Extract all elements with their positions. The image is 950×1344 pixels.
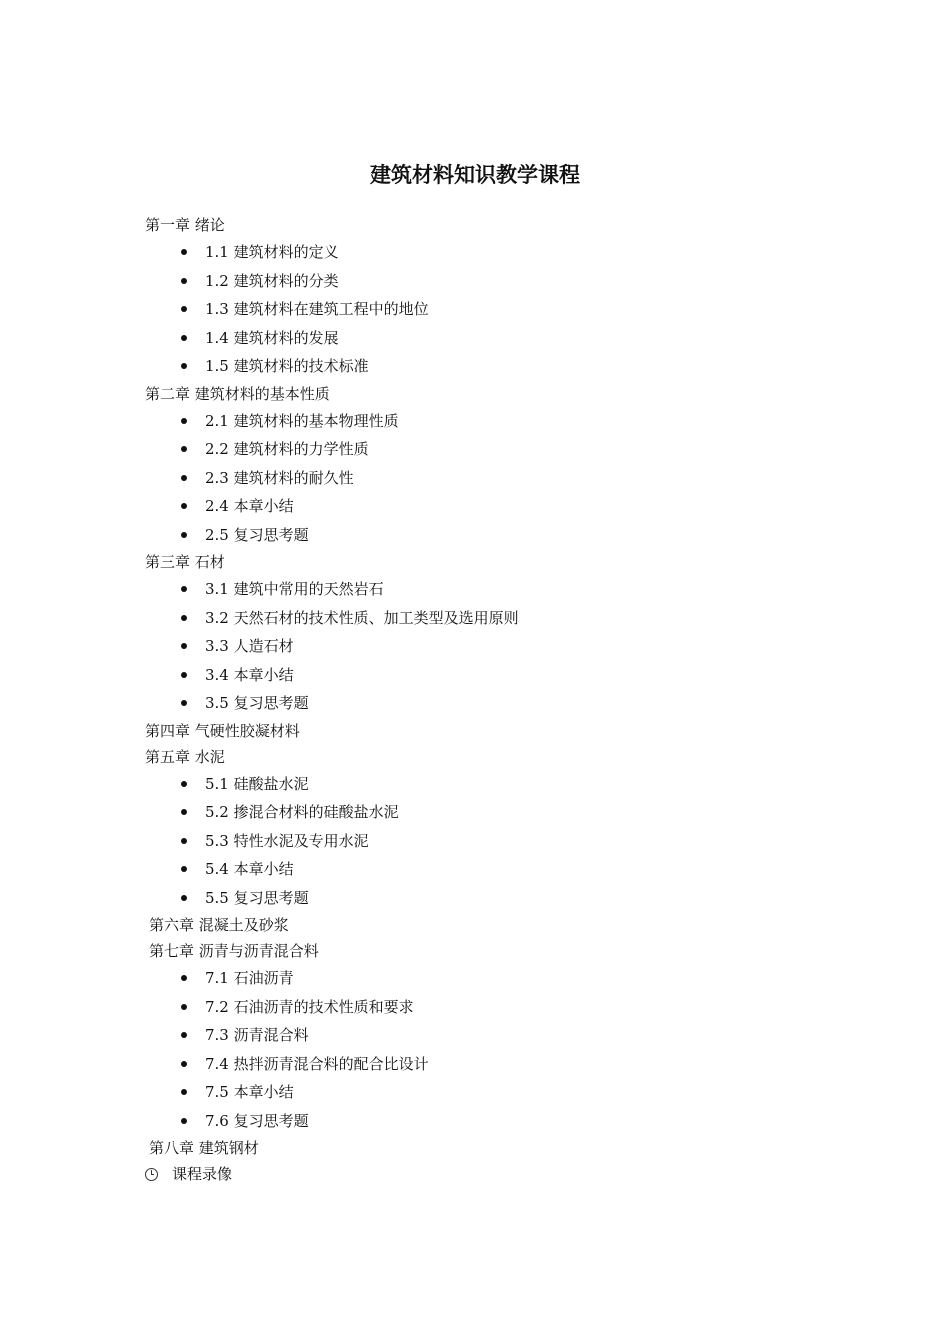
chapter-7-sections [145,964,845,1135]
section-item[interactable]: 7.5 本章小结 [145,1078,845,1107]
section-item[interactable]: 7.2 石油沥青的技术性质和要求 [145,993,845,1022]
bullet-icon [181,586,187,592]
bullet-icon [181,475,187,481]
chapter-7-heading[interactable]: 第七章 沥青与沥青混合料 [149,942,319,960]
chapter-5-heading[interactable]: 第五章 水泥 [145,747,225,766]
section-item[interactable]: 3.1 建筑中常用的天然岩石 [145,575,845,604]
section-item[interactable]: 2.5 复习思考题 [145,521,845,550]
bullet-icon [181,615,187,621]
chapter-8-heading[interactable]: 第八章 建筑钢材 [149,1139,259,1157]
bullet-icon [181,249,187,255]
bullet-icon [181,503,187,509]
section-item[interactable]: 1.2 建筑材料的分类 [145,267,845,296]
chapter-5-sections [145,770,845,913]
section-item[interactable]: 5.3 特性水泥及专用水泥 [145,827,845,856]
bullet-icon [181,643,187,649]
clock-icon [145,1168,158,1181]
section-item[interactable]: 2.2 建筑材料的力学性质 [145,435,845,464]
bullet-icon [181,363,187,369]
bullet-icon [181,446,187,452]
chapter-3-sections [145,575,845,718]
section-item[interactable]: 1.3 建筑材料在建筑工程中的地位 [145,295,845,324]
bullet-icon [181,335,187,341]
section-item[interactable]: 2.4 本章小结 [145,492,845,521]
section-item[interactable]: 7.1 石油沥青 [145,964,845,993]
bullet-icon [181,700,187,706]
section-item[interactable]: 1.4 建筑材料的发展 [145,324,845,353]
bullet-icon [181,1089,187,1095]
section-item[interactable]: 2.1 建筑材料的基本物理性质 [145,407,845,436]
section-item[interactable]: 5.5 复习思考题 [145,884,845,913]
section-item[interactable]: 5.2 掺混合材料的硅酸盐水泥 [145,798,845,827]
bullet-icon [181,1004,187,1010]
section-item[interactable]: 7.4 热拌沥青混合料的配合比设计 [145,1050,845,1079]
chapter-2-heading[interactable]: 第二章 建筑材料的基本性质 [145,384,330,403]
bullet-icon [181,278,187,284]
chapter-4-heading[interactable]: 第四章 气硬性胶凝材料 [145,721,300,740]
chapter-2-sections [145,407,845,550]
section-item[interactable]: 1.1 建筑材料的定义 [145,238,845,267]
section-item[interactable]: 3.4 本章小结 [145,661,845,690]
section-item[interactable]: 7.6 复习思考题 [145,1107,845,1136]
chapter-6-heading[interactable]: 第六章 混凝土及砂浆 [149,916,289,934]
section-item[interactable]: 1.5 建筑材料的技术标准 [145,352,845,381]
document-title: 建筑材料知识教学课程 [370,163,580,187]
bullet-icon [181,306,187,312]
table-of-contents [145,212,845,1187]
bullet-icon [181,975,187,981]
section-item[interactable]: 3.3 人造石材 [145,632,845,661]
section-item[interactable]: 3.5 复习思考题 [145,689,845,718]
bullet-icon [181,532,187,538]
bullet-icon [181,781,187,787]
bullet-icon [181,1032,187,1038]
section-item[interactable]: 3.2 天然石材的技术性质、加工类型及选用原则 [145,604,845,633]
section-item[interactable]: 7.3 沥青混合料 [145,1021,845,1050]
bullet-icon [181,1118,187,1124]
bullet-icon [181,838,187,844]
chapter-1-sections [145,238,845,381]
bullet-icon [181,809,187,815]
bullet-icon [181,866,187,872]
course-video-label: 课程录像 [172,1165,233,1183]
chapter-1-heading[interactable]: 第一章 绪论 [145,216,225,234]
chapter-3-heading[interactable]: 第三章 石材 [145,553,225,571]
section-item[interactable]: 2.3 建筑材料的耐久性 [145,464,845,493]
bullet-icon [181,418,187,424]
course-video-link[interactable] [145,1161,845,1187]
bullet-icon [181,672,187,678]
section-item[interactable]: 5.4 本章小结 [145,855,845,884]
bullet-icon [181,1061,187,1067]
bullet-icon [181,895,187,901]
section-item[interactable]: 5.1 硅酸盐水泥 [145,770,845,799]
